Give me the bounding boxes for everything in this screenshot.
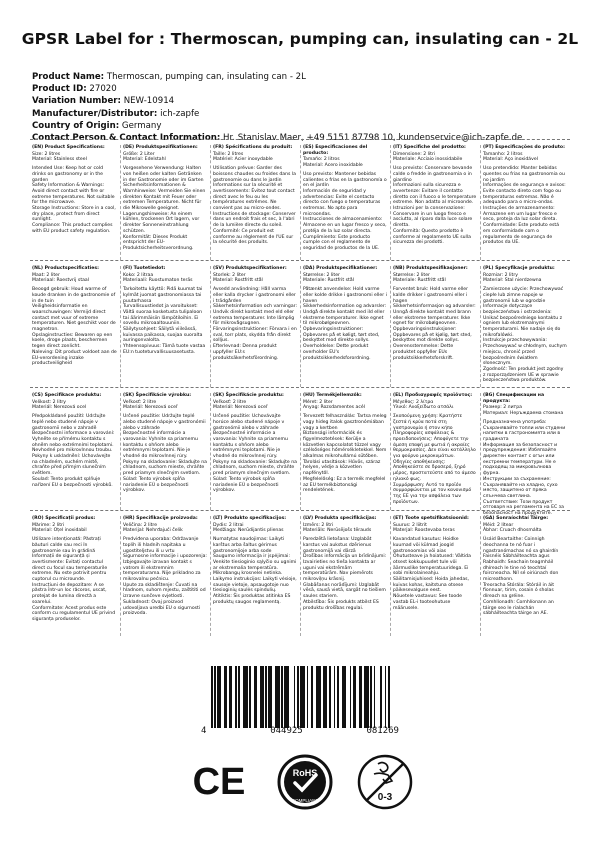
spec-line: Materjal: Roostevaba teras <box>393 528 455 534</box>
spec-line: Informacje dotyczące bezpieczeństwa i ostrzeżenia: Unikać bezpośredniego kontaktu z ogniem lub ekstremalnymi temperaturami. Nie nadaje się do mikrofalówki. <box>483 304 563 338</box>
spec-heading: (LV) Produkta specifikācijas: <box>303 516 377 521</box>
spec-line: Storage Instructions: Store in a cool, dry place, protect from direct sunlight. <box>32 206 116 223</box>
spec-line: Anyag: Rozsdamentes acél <box>303 405 365 411</box>
age-label: 0-3 <box>377 792 393 803</box>
spec-line: Información de seguridad y advertencias: Evite el contacto directo con fuego o temperaturas extremas. No apto para microondas. <box>303 188 381 217</box>
spec-heading: (SK) Špecifikácie výrobku: <box>123 393 192 398</box>
language-spec-block <box>390 393 480 510</box>
manufacturer-row <box>32 108 572 120</box>
spec-heading: (HR) Specifikacije proizvoda: <box>123 516 198 521</box>
spec-line: Lagerungshinweise: An einem kühlen, trockenen Ort lagern, vor direkter Sonneneinstrahlung schützen. <box>123 211 200 234</box>
info-value: Hr. Stanislav Maer, +49 5151 87798 10, kundenservice@ich-zapfe.de <box>223 133 523 144</box>
barcode-digit-group: 4 <box>201 726 207 736</box>
spec-heading: (DE) Produktspezifikationen: <box>123 145 198 150</box>
spec-line: Naleving: Dit product voldoet aan de EU-verordening inzake productveiligheid <box>32 349 117 367</box>
spec-line: Kavandatud kasutus: Hoidke kuumad või külmad joogid gastronoomias või aias <box>393 537 459 554</box>
language-spec-block <box>210 516 300 636</box>
spec-line: Предназначена употреба: Съхранявайте топли или студени напитки в гастрономията или в градината <box>483 419 566 442</box>
spec-line: Koko: 2 litraa <box>123 272 154 278</box>
spec-line: Utilisation prévue: Garder des boissons chaudes ou froides dans la gastronomie ou dans le jardin <box>213 166 296 183</box>
spec-line: Размер: 2 литра <box>483 405 522 411</box>
info-label: Country of Origin: <box>32 120 120 131</box>
spec-line: Opslaginstructies: Bewaren op een koele, droge plaats, beschermen tegen direct zonlicht. <box>32 332 113 350</box>
spec-line: Glabāšanas norādījumi: Uzglabāt vēsā, sausā vietā, sargāt no tiešiem saules stariem. <box>303 582 386 600</box>
spec-line: Cumplimiento: Este producto cumple con el reglamento de seguridad de productos de la UE. <box>303 234 380 251</box>
language-spec-block <box>30 516 120 636</box>
language-spec-block <box>480 145 570 260</box>
spec-line: Úsáid Beartaithe: Coinnigh deochanna te nó fuar i ngastranómachas nó sa ghairdín <box>483 537 559 554</box>
language-spec-block <box>390 516 480 636</box>
spec-line: Velikost: 2 litry <box>32 399 67 405</box>
spec-line: Předpokládané použití: Udržujte teplé nebo studené nápoje v gastronomii nebo v zahradě <box>32 414 106 431</box>
spec-line: Materiale: Rustfritt stål <box>393 278 446 284</box>
spec-line: Avsedd användning: Håll varma eller kalla drycker i gastronomi eller i trädgården <box>213 287 296 304</box>
spec-band <box>30 387 570 517</box>
spec-heading: (IT) Specifiche del prodotto: <box>393 145 466 150</box>
spec-line: Laikymo instrukcijos: Laikyti vėsioje, sausoje vietoje, apsaugotoje nuo tiesioginių saulės spindulių. <box>213 577 297 594</box>
spec-line: Σκοπούμενη χρήση: Κρατήστε ζεστά ή κρύα ποτά στη γαστρονομία ή στον κήπο <box>393 414 463 431</box>
spec-line: Numatytas naudojimas: Laikyti karštus arba šaltus gėrimus gastronomijoje arba sode <box>213 537 285 554</box>
spec-line: Ábhar: Cruach dhosmálta <box>483 528 542 534</box>
language-spec-block <box>30 145 120 260</box>
spec-line: Bezpečnostné informácie a varovania: Vyhnite sa priamemu kontaktu s ohňom alebo extrémnymi teplotami. Nie je vhodné do mikrovlnnej rúry. <box>213 431 288 460</box>
spec-line: Sukladnost: Ovaj proizvod udovoljava uredbi EU o sigurnosti proizvoda. <box>123 599 201 617</box>
spec-line: Súlad: Tento výrobok spĺňa nariadenie EÚ o bezpečnosti výrobkov. <box>213 476 279 494</box>
spec-line: Informazioni sulla sicurezza e avvertenze: Evitare il contatto diretto con il fuoco o le temperature estreme. Non adatto al microonde. <box>393 183 477 206</box>
spec-heading: (SV) Produktspecifikationer: <box>213 266 287 271</box>
language-spec-block <box>210 393 300 510</box>
spec-line: Biztonsági információk és figyelmeztetések: Kerülje a közvetlen kapcsolatot tűzzel vagy szélsőséges hőmérsékletekkel. Nem alkalmas mikrohullámú sütőben. <box>303 431 387 460</box>
spec-line: Atbilstība: Šis produkts atbilst ES produktu drošības regulai. <box>303 599 379 611</box>
spec-line: Méret: 2 liter <box>303 399 333 405</box>
spec-line: Saugumo informacija ir įspėjimai: Venkite tiesioginio sąlyčio su ugnimi ar ekstremalia temperatūra. Mikrobangų krosnelei netinka. <box>213 554 297 577</box>
spec-line: Utilizare intenționată: Păstrați băuturi calde sau reci în gastronomie sau în grădină <box>32 537 101 554</box>
spec-heading: (BG) Спецификации на продукта: <box>483 393 545 404</box>
language-spec-block <box>480 266 570 387</box>
rohs-label: RoHS <box>292 768 318 778</box>
spec-line: Comhlíonadh: Comhlíonann an táirge seo le rialachán sábháilteachta táirge an AE. <box>483 599 554 617</box>
spec-line: Beoogd gebruik: Houd warme of koude dranken in de gastronomie of in de tuin <box>32 287 116 304</box>
spec-line: Méid: 2 lítear <box>483 522 514 528</box>
spec-line: Οδηγίες αποθήκευσης: Αποθηκεύστε σε δροσερό, ξηρό μέρος, προστατεύστε από το άμεσο ηλιακό φως. <box>393 459 476 482</box>
spec-line: Rozmiar: 2 litry <box>483 272 518 278</box>
barcode-bar <box>388 666 390 728</box>
spec-line: Izmērs: 2 litri <box>303 522 334 528</box>
spec-line: Conformidade: Este produto está em conformidade com o regulamento de segurança de produtos da UE. <box>483 223 560 246</box>
spec-line: Informations sur la sécurité et avertissements: Évitez tout contact direct avec le feu ou les températures extrêmes. Ne convient pas au micro-ondes. <box>213 183 295 212</box>
spec-line: Instrucțiuni de depozitare: A se păstra într-un loc răcoros, uscat, protejat de lumina directă a soarelui. <box>32 582 107 605</box>
info-label: Contact Person & Contact Information: <box>32 133 221 144</box>
language-spec-block <box>480 393 570 517</box>
spec-line: Megfelelőség: Ez a termék megfelel az EU termékbiztonsági rendeletének. <box>303 476 386 494</box>
product-id-row <box>32 83 572 95</box>
spec-line: Tárolási utasítások: Hűvös, száraz helyen, védje a közvetlen napfénytől. <box>303 459 381 477</box>
spec-line: Materiál: Nerezová oceľ <box>123 405 178 411</box>
spec-heading: (SK) Špecifikácie produktu: <box>213 393 284 398</box>
spec-line: Bezpečnostní informace a varování: Vyhněte se přímému kontaktu s ohněm nebo extrémními teplotami. Nevhodné pro mikrovlnnou troubu. <box>32 431 115 454</box>
spec-line: Conformità: Questo prodotto è conforme al regolamento UE sulla sicurezza dei prodotti. <box>393 228 471 246</box>
spec-line: Sikkerhetsinformasjon og advarsler: Unngå direkte kontakt med brann eller ekstreme temperaturer. Ikke egnet for mikrobølgeovnen. <box>393 304 476 327</box>
spec-line: Zamierzone użycie: Przechowywać ciepłe lub zimne napoje w gastronomii lub w ogrodzie <box>483 287 564 304</box>
spec-line: Vorgesehene Verwendung: Halten von heißen oder kalten Getränken in der Gastronomie oder im Garten <box>123 166 204 183</box>
spec-band <box>30 139 570 260</box>
spec-band <box>30 510 570 636</box>
spec-line: Predviđena uporaba: Održavanje toplih ili hladnih napitaka u ugostiteljstvu ili u vrtu <box>123 537 199 554</box>
language-specifications-grid <box>30 139 570 636</box>
spec-line: Materiale: Rustfrit stål <box>303 278 354 284</box>
spec-line: Informații de siguranță și avertismente: Evitați contactul direct cu focul sau temperaturile extreme. Nu este potrivit pentru cuptorul cu microunde. <box>32 554 108 583</box>
spec-line: Conformitate: Acest produs este conform cu regulamentul UE privind siguranța produselor. <box>32 605 116 622</box>
product-name-row <box>32 71 572 83</box>
spec-heading: (PT) Especificações do produto: <box>483 145 565 150</box>
spec-line: Pokyny na skladovanie: Skladujte na chladnom, suchom mieste, chráňte pred priamym slnečným svetlom. <box>123 459 207 477</box>
spec-line: Veličina: 2 litre <box>123 522 158 528</box>
spec-line: Materijal: Nehrđajući čelik <box>123 528 183 534</box>
spec-line: Instrucciones de almacenamiento: Almacene en un lugar fresco y seco, protéja de la luz solar directa. <box>303 217 387 234</box>
spec-line: Säilitamisjuhised: Hoida jahedas, kuivas kohas, kaitstuna otsese päikesevalguse eest. <box>393 577 469 594</box>
language-spec-block <box>300 145 390 260</box>
spec-heading: (CS) Specifikace produktu: <box>32 393 102 398</box>
spec-line: Förvaringsinstruktioner: Förvara i en sval, torr plats, skydda från direkt solljus. <box>213 327 297 344</box>
spec-line: Opbevaringsinstruktioner: Opbevares på et køligt, tørt sted, beskyttet mod direkte sollys. <box>303 327 380 344</box>
spec-line: Materiaal: Roestvrij staal <box>32 278 90 284</box>
spec-line: Zgodność: Ten produkt jest zgodny z rozporządzeniem UE w sprawie bezpieczeństwa produktów. <box>483 366 564 384</box>
info-value: ich-zapfe <box>160 108 200 119</box>
spec-line: Materiale: Acciaio inossidabile <box>393 157 463 163</box>
spec-line: Overensstemmelse: Dette produktet oppfyller EUs produktsikkerhetsforskrift. <box>393 344 454 361</box>
spec-heading: (EL) Προδιαγραφές προϊόντος: <box>393 393 473 398</box>
spec-line: Material: Rostfritt stål <box>213 278 263 284</box>
spec-line: Tarkoitettu käyttö: Pidä kuumat tai kylmät juomat gastronomiassa tai puutarhassa <box>123 287 203 304</box>
spec-line: Uso previsto: Mantener bebidas calientes o frías en la gastronomía o en el jardín <box>303 171 387 189</box>
spec-heading: (RO) Specificații produs: <box>32 516 96 521</box>
spec-line: Conformité: Ce produit est conforme au règlement de l'UE sur la sécurité des produits. <box>213 228 294 246</box>
spec-line: Medžiaga: Nerūdijantis plienas <box>213 528 284 534</box>
spec-line: Størrelse: 2 liter <box>303 272 340 278</box>
spec-line: Overholdelse: Dette produkt overholder EU's produktsikkerhedsforordning. <box>303 344 371 361</box>
spec-line: Forventet bruk: Hold varme eller kalde drikker i gastronomi eller i hagen <box>393 287 469 304</box>
spec-line: Tervezett felhasználás: Tartsa meleg vagy hideg italok gasztronómiában vagy a kertben <box>303 414 387 431</box>
variation-number-row <box>32 95 572 107</box>
spec-line: Material: Edelstahl <box>123 157 166 163</box>
barcode-digit-group: 044925 <box>270 726 303 736</box>
spec-heading: (ET) Toote spetsifikatsioonid: <box>393 516 469 521</box>
rohs-compliant-label: COMPLIANT <box>291 798 319 803</box>
spec-line: Sigurnosne informacije i upozorenja: Izbjegavajte izravan kontakt s vatrom ili ekstremnim temperaturama. Nije prikladno za mikrovalnu pećnicu. <box>123 554 207 583</box>
language-spec-block <box>390 266 480 387</box>
ce-mark-icon <box>194 756 244 808</box>
spec-line: Nõuetele vastavus: See toode vastab EL-i tooteohutuse määrusele. <box>393 594 462 611</box>
spec-line: Faisnéis Sábháilteachta agus Rabhaidh: Seachain teagmháil dhíreach le tine nó teochtaí foircneacha. Níl sé oiriúnach don micreathonn. <box>483 554 559 583</box>
spec-line: Safety Information & Warnings: Avoid direct contact with fire or extreme temperatures. Not suitable for the microwave. <box>32 183 115 206</box>
spec-line: Maat: 2 liter <box>32 272 60 278</box>
spec-line: Tamaño: 2 litros <box>303 157 340 163</box>
language-spec-block <box>120 516 210 636</box>
info-value: 27020 <box>89 84 117 95</box>
spec-line: Drošības informācija un brīdinājumi: Izvairieties no tieša kontakta ar uguni vai ekstrēmām temperatūrām. Nav piemērots mikroviļņu krāsnij. <box>303 554 387 583</box>
barcode-bars <box>211 666 391 728</box>
spec-line: Compliance: This product complies with EU product safety regulation. <box>32 223 113 234</box>
spec-line: Efterlevnad: Denna produkt uppfyller EU:s produktsäkerhetsförordning. <box>213 344 279 361</box>
spec-line: Sikkerhedsinformation og advarsler: Undgå direkte kontakt med ild eller ekstreme temperaturer. Ikke egnet til mikrobølgeovnen. <box>303 304 387 327</box>
spec-line: Materiál: Nerezová oceľ <box>213 405 268 411</box>
spec-line: Intended Use: Keep hot or cold drinks on gastronomy or in the garden <box>32 166 103 183</box>
spec-line: Storlek: 2 liter <box>213 272 246 278</box>
spec-line: Størrelse: 2 liter <box>393 272 430 278</box>
spec-line: Material: Stainless steel <box>32 157 87 163</box>
language-spec-block <box>120 145 210 260</box>
spec-line: Turvallisuustiedot ja varoitukset: Vältä suoraa kosketusta tulipaloon tai äärimmäisiin lämpötiloihin. Ei sovellu mikroaaltouuniin. <box>123 304 203 327</box>
spec-line: Съответствие: Този продукт отговаря на регламента на ЕС за безопасност на продуктите. <box>483 499 564 517</box>
spec-line: Υλικό: Ανοξείδωτο ατσάλι <box>393 405 454 411</box>
spec-heading: (NL) Productspecificaties: <box>32 266 99 271</box>
spec-line: Sicherheitsinformationen & Warnhinweise: Vermeiden Sie einen direkten Kontakt mit Feuer oder extremen Temperaturen. Nicht für die Mikrowelle geeignet. <box>123 183 206 212</box>
spec-line: Συμμόρφωση: Αυτό το προϊόν συμμορφώνεται με τον κανονισμό της ΕΕ για την ασφάλεια των προϊόντων. <box>393 482 472 505</box>
language-spec-block <box>480 516 570 636</box>
spec-line: Material: Acero inoxidable <box>303 163 363 169</box>
spec-band <box>30 260 570 387</box>
spec-line: Istruzioni per la conservazione: Conservare in un luogo fresco e asciutto, al riparo dalla luce solare diretta. <box>393 206 473 229</box>
spec-heading: (GA) Sonraíochtaí Táirge: <box>483 516 549 521</box>
spec-line: Ohutusteave ja hoiatused: Vältida otsest kokkupuudet tule või äärmuslike temperatuuridega. Ei sobi mikrolaineahju. <box>393 554 471 577</box>
spec-heading: (LT) Produkto specifikacijos: <box>213 516 287 521</box>
language-spec-block <box>30 266 120 387</box>
spec-heading: (FI) Tuotetiedot: <box>123 266 166 271</box>
spec-line: Pokyny k uskladnění: Uchovávejte na chladném, suchém místě, chraňte před přímým slunečním světlem. <box>32 454 111 477</box>
language-spec-block <box>210 266 300 387</box>
spec-line: Tamanho: 2 litros <box>483 151 523 157</box>
spec-line: Dimensione: 2 litri <box>393 151 436 157</box>
spec-line: Paredzētā lietošana: Uzglabāt karstus vai aukstus dzērienus gastronomijā vai dārzā <box>303 537 372 554</box>
language-spec-block <box>120 393 210 510</box>
spec-line: Soulad: Tento produkt splňuje nařízení EU o bezpečnosti výrobků. <box>32 476 113 488</box>
spec-line: Size: 2 litres <box>32 151 61 157</box>
spec-line: Treoracha Stórála: Stóráil in áit fionnuar, tirim, cosain ó sholas díreach na gréine. <box>483 582 555 600</box>
language-spec-block <box>300 266 390 387</box>
country-of-origin-row <box>32 120 572 132</box>
spec-line: Uso previsto: Conservare bevande calde o fredde in gastronomia o in giardino <box>393 166 473 183</box>
spec-line: Dydis: 2 litrai <box>213 522 244 528</box>
spec-line: Určené použitie: Uchovávajte horúce alebo studené nápoje v gastronómii alebo v záhrade <box>213 414 285 431</box>
spec-line: Mărime: 2 litri <box>32 522 65 528</box>
spec-line: Materiaali: Ruostumaton teräs <box>123 278 193 284</box>
spec-line: Upute za skladištenje: Čuvati na hladnom, suhom mjestu, zaštititi od izravne sunčeve svjetlosti. <box>123 582 206 600</box>
info-label: Variation Number: <box>32 96 121 107</box>
spec-line: Информация за безопасност и предупреждения: Избягвайте директен контакт с огън или екстремни температури. Не е подходящ за микровълнова фурна. <box>483 442 558 477</box>
spec-line: Größe: 2 Liter <box>123 151 155 157</box>
spec-line: Určené použitie: Udržujte teplé alebo studené nápoje v gastronómii alebo v záhrade <box>123 414 206 431</box>
spec-line: Pokyny na skladovanie: Skladujte na chladnom, suchom mieste, chráňte pred priamym slnečným svetlom. <box>213 459 297 477</box>
spec-line: Säilytysohjeet: Säilytä viileässä, kuivassa paikassa, suojaa suoralta auringonvalolta. <box>123 327 203 344</box>
spec-line: Πληροφορίες ασφάλειας & προειδοποιήσεις: Αποφύγετε την άμεση επαφή με φωτιά ή ακραίες θερμοκρασίες. Δεν είναι κατάλληλο για φούρνο μικροκυμάτων. <box>393 431 476 460</box>
compliance-marks <box>194 752 414 822</box>
spec-heading: (DA) Produktspecifikationer: <box>303 266 378 271</box>
spec-line: Μέγεθος: 2 λίτρα <box>393 399 434 405</box>
spec-line: Uso pretendido: Manter bebidas quentes ou frias na gastronomia ou no jardim <box>483 166 565 183</box>
spec-heading: (EN) Product Specifications: <box>32 145 105 150</box>
ce-mark-text: CE <box>192 761 246 803</box>
spec-heading: (PL) Specyfikacje produktu: <box>483 266 555 271</box>
spec-line: Material: Oțel inoxidabil <box>32 528 87 534</box>
spec-line: Atitiktis: Šis produktas atitinka ES produktų saugos reglamentą. <box>213 594 291 605</box>
spec-line: Instrukcje przechowywania: Przechowywać w chłodnym, suchym miejscu, chronić przed bezpośrednim światłem słonecznym. <box>483 338 567 367</box>
spec-line: Konformität: Dieses Produkt entspricht der EU-Produktsicherheitsverordnung. <box>123 234 194 251</box>
spec-line: Yhteensopivuus: Tämä tuote vastaa EU:n tuoteturvallisuusasetusta. <box>123 344 206 355</box>
info-value: NEW-10914 <box>123 96 175 107</box>
page-title: GPSR Label for : Thermoscan, pumping can, insulating can - 2L <box>21 30 579 48</box>
spec-line: Taille: 2 litres <box>213 151 244 157</box>
info-value: Germany <box>121 120 162 131</box>
spec-heading: (NB) Produktspesifikasjoner: <box>393 266 468 271</box>
rohs-badge-icon <box>276 752 334 812</box>
spec-line: Säkerhetsinformation och varningar: Undvik direkt kontakt med eld eller extrema temperaturer. Inte lämplig för mikrovågsugnen. <box>213 304 298 327</box>
spec-line: Informações de segurança e avisos: Evite contacto direto com fogo ou temperaturas extremas. Não é adequado para o micro-ondas. <box>483 183 566 206</box>
spec-line: Veľkosť: 2 litre <box>123 399 157 405</box>
ean-barcode <box>201 666 399 740</box>
spec-line: Matériel: Acier inoxydable <box>213 157 273 163</box>
info-label: Product ID: <box>32 84 87 95</box>
spec-line: Veiligheidsinformatie en waarschuwingen: Vermijd direct contact met vuur of extreme temperaturen. Niet geschikt voor de magnetron. <box>32 304 116 333</box>
info-label: Manufacturer/Distributor: <box>32 108 158 119</box>
spec-heading: (FR) Spécifications du produit: <box>213 145 293 150</box>
barcode-digit-group: 081269 <box>366 726 399 736</box>
language-spec-block <box>300 393 390 510</box>
language-spec-block <box>390 145 480 260</box>
spec-line: Instructions de stockage: Conserver dans un endroit frais et sec, à l'abri de la lumière directe du soleil. <box>213 211 296 229</box>
info-value: Thermoscan, pumping can, insulating can - 2L <box>106 72 306 82</box>
spec-line: Suurus: 2 liitrit <box>393 522 427 528</box>
spec-line: Materiāls: Nerūsējošs tērauds <box>303 528 372 534</box>
language-spec-block <box>210 145 300 260</box>
spec-line: Materiál: Nerezová ocel <box>32 405 87 411</box>
spec-heading: (ES) Especificaciones del producto: <box>303 145 368 156</box>
age-warning-icon <box>356 752 414 812</box>
spec-line: Инструкции за съхранение: Съхранявайте на хладно, сухо място, защитено от пряка слънчева светлина. <box>483 476 558 499</box>
spec-line: Material: Aço inoxidável <box>483 157 538 163</box>
language-spec-block <box>30 393 120 510</box>
spec-line: Oppbevaringsinstruksjoner: Oppbevares på et kjølig, tørt sted, beskyttes mot direkte sollys. <box>393 327 472 344</box>
spec-line: Súlad: Tento výrobok spĺňa nariadenie EÚ o bezpečnosti výrobkov. <box>123 476 189 494</box>
language-spec-block <box>300 516 390 636</box>
language-spec-block <box>120 266 210 387</box>
spec-line: Материал: Неръждаема стомана <box>483 411 564 417</box>
spec-line: Påtænkt anvendelse: Hold varme eller kolde drikke i gastronomi eller i haven <box>303 287 387 304</box>
spec-line: Bezpečnostné informácie a varovania: Vyhnite sa priamemu kontaktu s ohňom alebo extrémnymi teplotami. Nie je vhodné do mikrovlnnej rúry. <box>123 431 198 460</box>
info-label: Product Name: <box>32 72 105 82</box>
barcode-digits <box>201 726 399 736</box>
spec-line: Veľkosť: 2 litre <box>213 399 247 405</box>
spec-heading: (HU) Termékjellemzők: <box>303 393 362 398</box>
spec-line: Instruções de armazenamento: Armazene em um lugar fresco e seco, proteja da luz solar direta. <box>483 206 557 223</box>
spec-line: Materiał: Stal nierdzewna <box>483 278 542 284</box>
product-info <box>32 71 572 144</box>
